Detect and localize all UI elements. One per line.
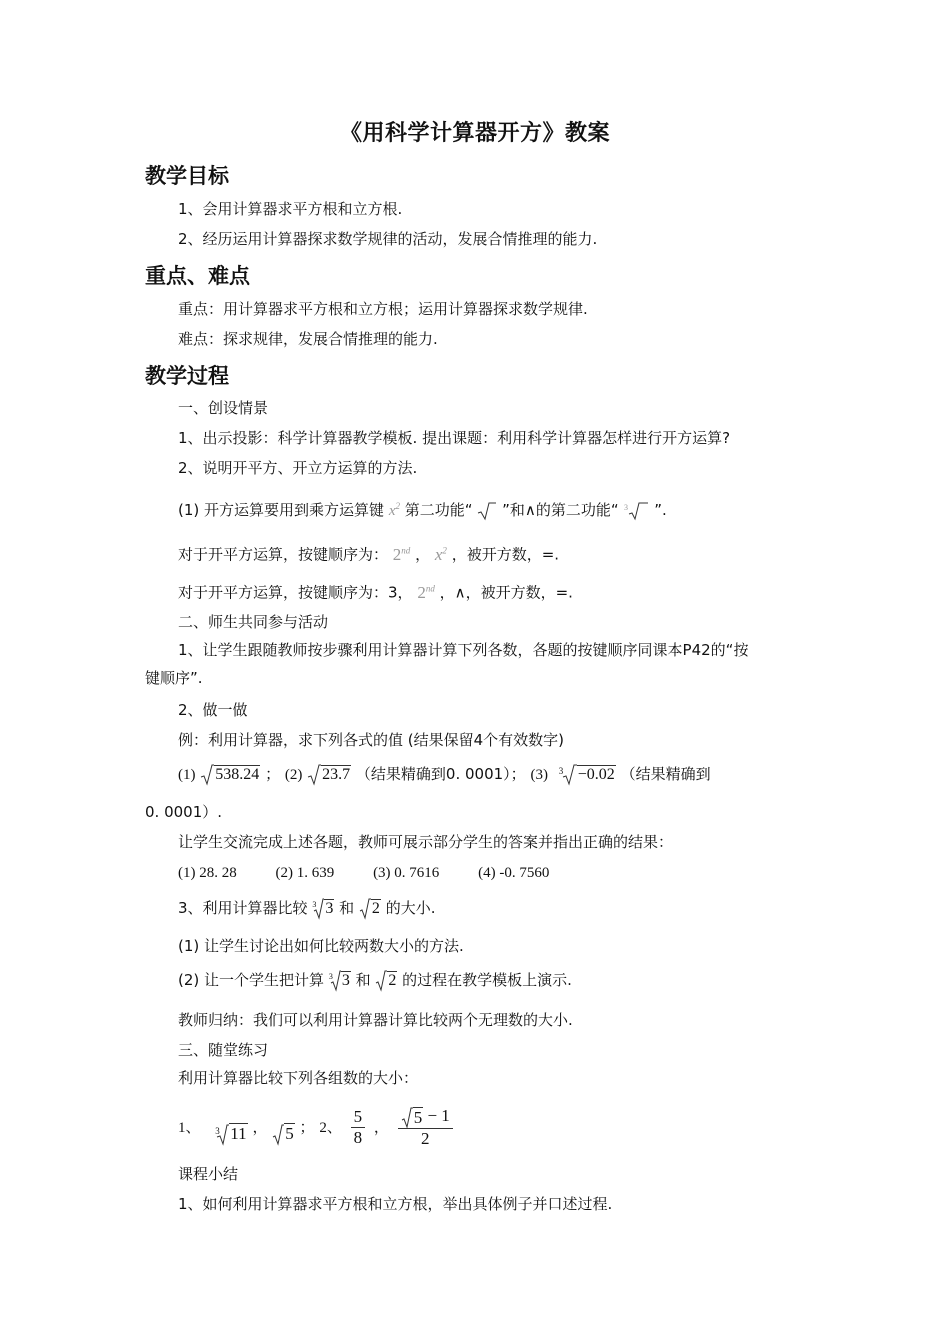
step-2-2: 2、做一做 <box>178 701 248 719</box>
step-2-3-text-a: 3、利用计算器比较 <box>178 899 308 917</box>
practice-intro: 利用计算器比较下列各组数的大小： <box>178 1069 419 1087</box>
cube-order-text-a: 对于开平方运算，按键顺序为：3， <box>178 583 413 602</box>
cmp-cube-root-3 <box>312 898 334 919</box>
goal-item-1: 1、会用计算器求平方根和立方根. <box>178 200 403 218</box>
practice-problems <box>178 1104 453 1150</box>
practice-1-radicand-a: 11 <box>230 1123 247 1143</box>
demo-sqrt-2 <box>375 970 397 991</box>
step-1-3-part-a: (1) 开方运算要用到乘方运算键 <box>178 501 385 519</box>
practice-2-label: 2、 <box>319 1120 342 1136</box>
step-2-1-line-1: 1、让学生跟随教师按步骤利用计算器计算下列各数，各题的按键顺序同课本P42的“按 <box>178 641 749 659</box>
key-x-2: x <box>434 544 443 564</box>
fraction-b-denominator: 2 <box>421 1128 430 1148</box>
step-1-3-part-b: 第二功能“ <box>404 501 473 519</box>
step-2-3-and: 和 <box>339 899 355 917</box>
fraction-a-denominator: 8 <box>353 1128 363 1147</box>
practice-1-radicand-b: 5 <box>285 1123 294 1143</box>
key-2nd-b-number: 2 <box>417 582 426 602</box>
ex-1-radicand: 538.24 <box>215 766 260 783</box>
svg-text:3: 3 <box>624 502 629 512</box>
ex-2-radical-sign-icon <box>307 764 321 786</box>
goal-item-2: 2、经历运用计算器探求数学规律的活动，发展合情推理的能力. <box>178 230 598 248</box>
key-x-label <box>389 503 400 519</box>
fraction-b-sqrt <box>401 1108 424 1128</box>
practice-1-cube-root-11 <box>215 1124 247 1144</box>
step-2-3-1: (1) 让学生讨论出如何比较两数大小的方法. <box>178 937 464 955</box>
ex-2-note: （结果精确到0. 0001）； <box>355 765 526 783</box>
step-2-1-line-2: 键顺序”. <box>145 669 203 687</box>
cmp-cube-index: 3 <box>312 900 317 909</box>
practice-1-comma: ， <box>252 1118 268 1136</box>
difficulty-text: 难点：探求规律，发展合情推理的能力. <box>178 330 438 348</box>
heading-key-points: 重点、难点 <box>145 264 250 288</box>
practice-2-fraction-b <box>398 1106 453 1148</box>
ex-3-index: 3 <box>558 766 564 776</box>
course-summary-item-1: 1、如何利用计算器求平方根和立方根，举出具体例子并口述过程. <box>178 1195 613 1213</box>
example-expressions <box>178 764 711 785</box>
step-2-3-2-text-a: (2) 让一个学生把计算 <box>178 971 325 989</box>
step-1-3-part-c: ”和∧的第二功能“ <box>502 501 619 519</box>
practice-2-comma: ， <box>373 1118 389 1136</box>
cube-order-text-b: ，∧，被开方数，=. <box>439 583 573 602</box>
cmp-sqrt-radical-icon <box>359 898 371 920</box>
cmp-sqrt-2 <box>359 898 381 919</box>
step-2-3-text-b: 的大小. <box>385 899 436 917</box>
demo-cube-root-3 <box>329 970 351 991</box>
page-title: 《用科学计算器开方》教案 <box>339 121 610 146</box>
step-1-3 <box>178 496 667 521</box>
ex-3-radical-sign-icon <box>559 764 577 786</box>
ex-3-radical <box>559 764 616 785</box>
answer-4: (4) -0. 7560 <box>478 865 550 881</box>
focus-text: 重点：用计算器求平方根和立方根；运用计算器探求数学规律. <box>178 300 588 318</box>
fraction-b-sqrt-icon <box>401 1107 413 1129</box>
sqrt-symbol-icon <box>477 501 497 521</box>
demo-sqrt-radicand: 2 <box>388 972 397 989</box>
key-x-squared <box>435 545 447 564</box>
practice-1-index: 3 <box>215 1125 220 1136</box>
course-summary-title: 课程小结 <box>178 1165 239 1183</box>
sq-order-text-c: ，被开方数，=. <box>451 545 560 564</box>
part-1-title: 一、创设情景 <box>178 399 269 417</box>
ex-3-note: （结果精确到 <box>620 765 711 783</box>
sq-order-text-b: ， <box>415 545 431 564</box>
ex-1-label: (1) <box>178 767 196 783</box>
practice-1-radical-icon <box>215 1124 229 1146</box>
answer-2: (2) 1. 639 <box>275 865 335 881</box>
step-2-3-2 <box>178 970 572 991</box>
ex-1-radical-sign-icon <box>200 764 214 786</box>
example-intro: 例：利用计算器，求下列各式的值 (结果保留4个有效数字) <box>178 731 565 749</box>
cmp-cube-radical-icon <box>312 898 324 920</box>
practice-1-sqrt-5 <box>272 1124 295 1144</box>
cube-root-symbol-icon <box>623 501 649 521</box>
cube-root-key-order <box>178 578 573 603</box>
fraction-b-minus-one: − 1 <box>423 1106 450 1126</box>
ex-2-radicand: 23.7 <box>322 766 351 783</box>
ex-3-label: (3) <box>530 767 548 783</box>
key-2nd-number: 2 <box>392 544 402 564</box>
demo-cube-index: 3 <box>328 972 333 981</box>
ex-2-radical <box>307 764 351 785</box>
ex-sep-1: ； <box>265 765 281 783</box>
ex-1-radical <box>200 764 260 785</box>
step-1-3-part-d: ”. <box>654 501 667 519</box>
sq-order-text-a: 对于开平方运算，按键顺序为： <box>178 545 389 564</box>
part-3-title: 三、随堂练习 <box>178 1041 269 1059</box>
part-2-title: 二、师生共同参与活动 <box>178 613 329 631</box>
step-2-3-2-and: 和 <box>355 971 371 989</box>
fraction-b-radicand: 5 <box>413 1107 423 1127</box>
key-2nd <box>393 545 411 564</box>
heading-process: 教学过程 <box>145 364 229 388</box>
practice-1-sqrt-icon <box>272 1124 284 1146</box>
ex-2-label: (2) <box>284 767 303 783</box>
demo-sqrt-radical-icon <box>375 970 387 992</box>
cmp-cube-radicand: 3 <box>325 900 334 917</box>
ex-3-radicand: −0.02 <box>577 766 615 783</box>
key-2nd-b <box>417 583 435 602</box>
answer-3: (3) 0. 7616 <box>373 865 440 881</box>
cmp-sqrt-radicand: 2 <box>371 900 380 917</box>
key-x: x <box>388 503 396 519</box>
practice-semicolon: ； <box>299 1118 315 1136</box>
demo-cube-radicand: 3 <box>341 972 350 989</box>
key-x-exponent: 2 <box>395 501 400 511</box>
step-2-3 <box>178 898 435 919</box>
step-1-1: 1、出示投影：科学计算器教学模板. 提出课题：利用科学计算器怎样进行开方运算? <box>178 429 731 447</box>
practice-1-label: 1、 <box>178 1120 201 1136</box>
key-2nd-sup: nd <box>401 545 411 555</box>
square-root-key-order <box>178 540 559 565</box>
step-2-3-2-text-b: 的过程在教学模板上演示. <box>402 971 572 989</box>
answer-1: (1) 28. 28 <box>178 865 237 881</box>
practice-2-fraction-a <box>351 1107 366 1148</box>
fraction-b-numerator <box>398 1106 453 1128</box>
heading-goals: 教学目标 <box>145 164 229 188</box>
teacher-summary: 教师归纳：我们可以利用计算器计算比较两个无理数的大小. <box>178 1011 573 1029</box>
key-x-2-exponent: 2 <box>442 545 447 555</box>
step-1-2: 2、说明开平方、开立方运算的方法. <box>178 459 418 477</box>
key-2nd-b-sup: nd <box>425 583 435 593</box>
exchange-text: 让学生交流完成上述各题，教师可展示部分学生的答案并指出正确的结果： <box>178 833 674 851</box>
answers-row <box>178 862 583 883</box>
demo-cube-radical-icon <box>329 970 341 992</box>
ex-3-note-cont: 0. 0001）. <box>145 803 223 821</box>
fraction-a-numerator: 5 <box>351 1107 366 1128</box>
